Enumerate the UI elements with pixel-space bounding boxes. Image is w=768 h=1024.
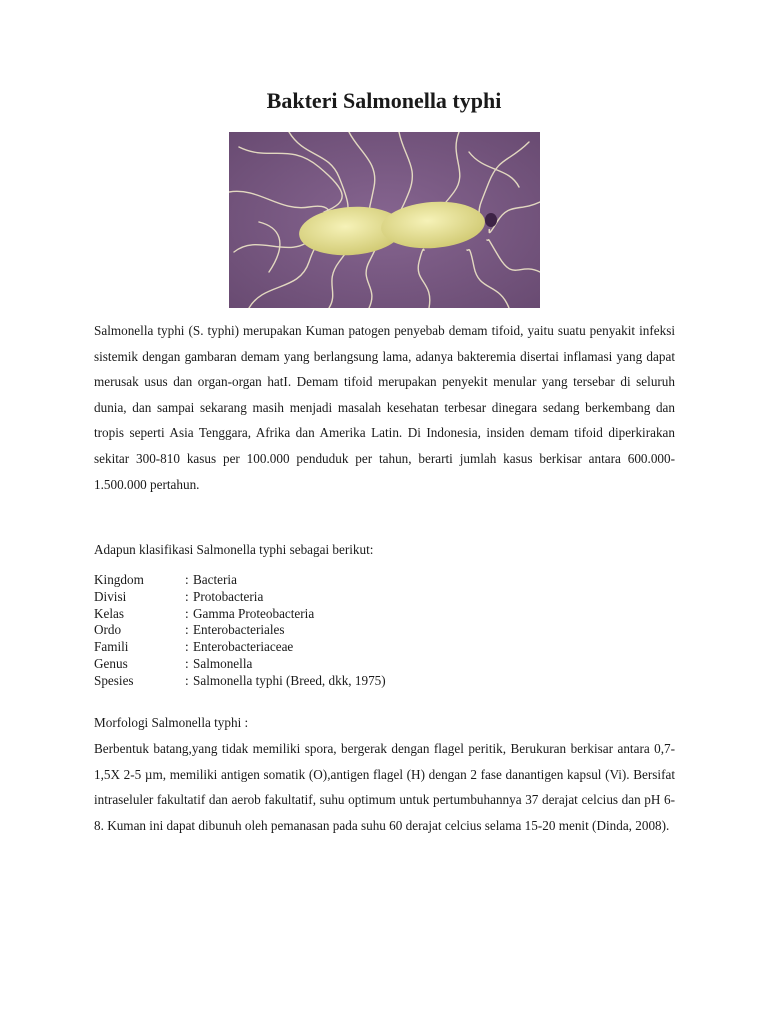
classification-row-kingdom (94, 572, 675, 589)
classification-row-divisi (94, 589, 675, 606)
classification-value: Salmonella (193, 655, 253, 671)
classification-colon: : (185, 639, 189, 655)
intro-paragraph: Salmonella typhi (S. typhi) merupakan Kuman patogen penyebab demam tifoid, yaitu suatu penyakit infeksi sistemik dengan gambaran demam yang berlangsung lama, adanya bakteremia disertai inflamasi yang dapat merusak usus dan organ-organ hatI. Demam tifoid merupakan penyekit menular yang tersebar di seluruh dunia, dan sampai sekarang masih menjadi masalah kesehatan terbesar dinegara sedang berkembang dan tropis seperti Asia Tenggara, Afrika dan Amerika Latin. Di Indonesia, insiden demam tifoid diperkirakan sekitar 300-810 kasus per 100.000 penduduk per tahun, berarti jumlah kasus berkisar antara 600.000-1.500.000 pertahun. (94, 323, 675, 492)
classification-value: Salmonella typhi (Breed, dkk, 1975) (193, 672, 386, 688)
morphology-heading: Morfologi Salmonella typhi : (94, 715, 249, 730)
classification-row-genus (94, 656, 675, 673)
bacteria-micrograph (229, 132, 540, 308)
classification-key: Ordo (94, 622, 122, 638)
classification-value: Gamma Proteobacteria (193, 605, 315, 621)
classification-colon: : (185, 655, 189, 671)
classification-colon: : (185, 672, 189, 688)
classification-list (94, 572, 675, 690)
classification-key: Divisi (94, 588, 127, 604)
classification-value: Bacteria (193, 572, 237, 587)
classification-value: Protobacteria (193, 588, 264, 604)
classification-key: Famili (94, 639, 129, 655)
morphology-paragraph: Berbentuk batang,yang tidak memiliki spora, bergerak dengan flagel peritik, Berukuran berkisar antara 0,7-1,5X 2-5 µm, memiliki antigen somatik (O),antigen flagel (H) dengan 2 fase danantigen kapsul (Vi). Bersifat intraseluler fakultatif dan aerob fakultatif, suhu optimum untuk pertumbuhannya 37 derajat celcius dan pH 6-8. Kuman ini dapat dibunuh oleh pemanasan pada suhu 60 derajat celcius selama 15-20 menit (Dinda, 2008). (94, 741, 675, 833)
bacteria-micrograph-drawing (229, 132, 540, 308)
classification-row-spesies (94, 673, 675, 690)
classification-colon: : (185, 588, 189, 604)
classification-row-famili (94, 639, 675, 656)
classification-value: Enterobacteriaceae (193, 639, 294, 655)
classification-key: Kelas (94, 605, 125, 621)
classification-intro: Adapun klasifikasi Salmonella typhi sebagai berikut: (94, 542, 374, 557)
classification-row-kelas (94, 606, 675, 623)
page-title: Bakteri Salmonella typhi (266, 88, 502, 113)
classification-row-ordo (94, 622, 675, 639)
classification-key: Spesies (94, 672, 134, 688)
classification-colon: : (185, 572, 189, 587)
classification-colon: : (185, 605, 189, 621)
classification-key: Kingdom (94, 572, 144, 587)
classification-value: Enterobacteriales (193, 622, 285, 638)
classification-key: Genus (94, 655, 128, 671)
classification-colon: : (185, 622, 189, 638)
